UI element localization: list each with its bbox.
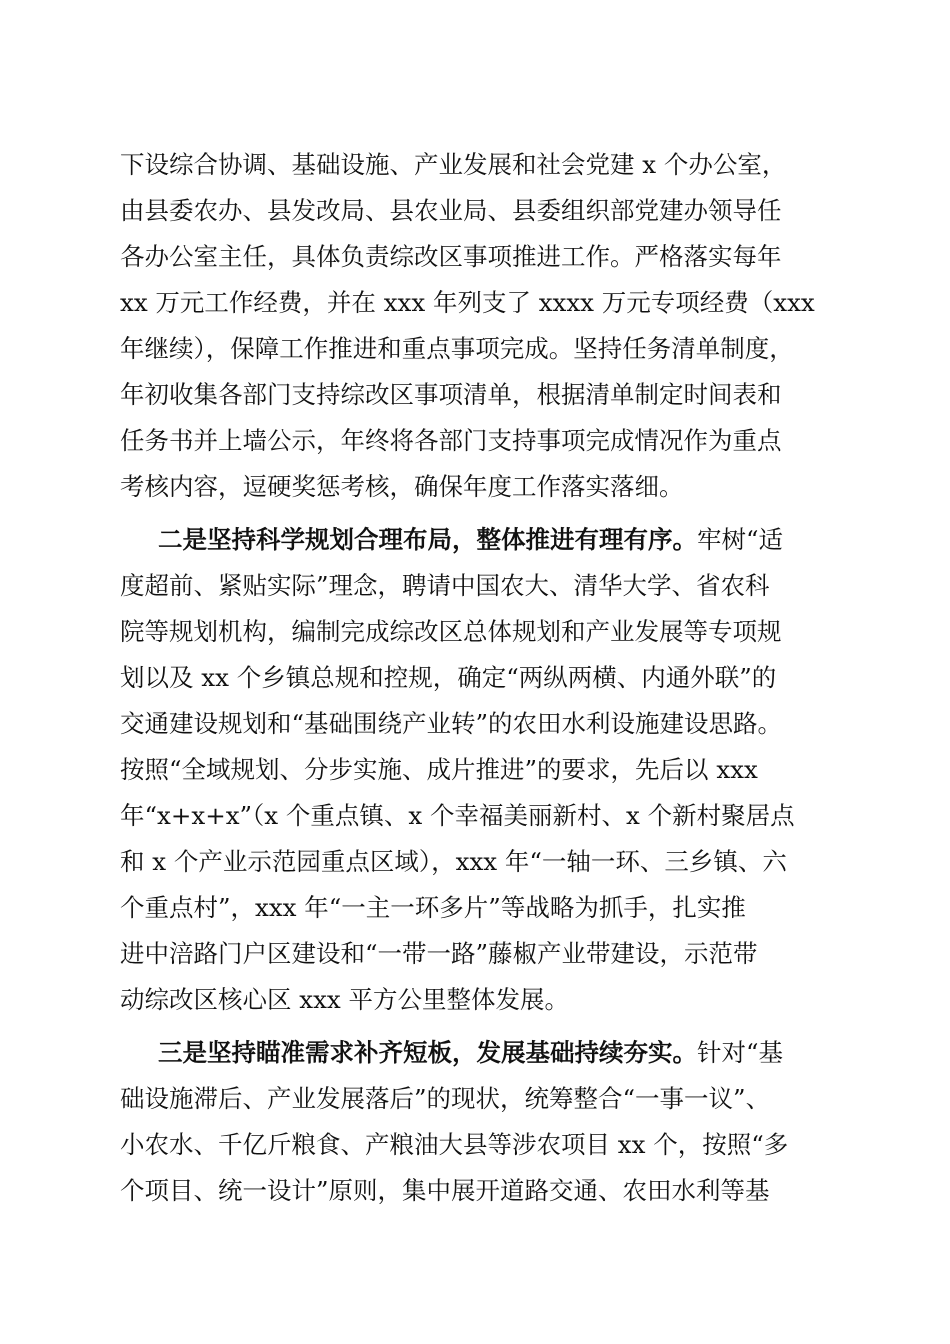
- text-line: 动综改区核心区 xxx 平方公里整体发展。: [120, 985, 570, 1014]
- text-line: 考核内容，逗硬奖惩考核，确保年度工作落实落细。: [120, 472, 684, 501]
- text-line: 度超前、紧贴实际”理念，聘请中国农大、清华大学、省农科: [120, 571, 770, 600]
- document-body: [120, 142, 832, 1214]
- text-line: 年“x+x+x”（x 个重点镇、x 个幸福美丽新村、x 个新村聚居点: [120, 801, 795, 830]
- paragraph-3: [120, 1030, 832, 1214]
- text-line: 年继续），保障工作推进和重点事项完成。坚持任务清单制度，: [120, 334, 794, 363]
- text-line: 础设施滞后、产业发展落后”的现状，统筹整合“一事一议”、: [120, 1084, 771, 1113]
- text-line: 交通建设规划和“基础围绕产业转”的农田水利设施建设思路。: [120, 709, 783, 738]
- paragraph-heading: 三是坚持瞄准需求补齐短板，发展基础持续夯实。: [158, 1038, 697, 1067]
- text-line: 划以及 xx 个乡镇总规和控规，确定“两纵两横、内通外联”的: [120, 663, 777, 692]
- text-line: 按照“全域规划、分步实施、成片推进”的要求，先后以 xxx: [120, 755, 758, 784]
- text-line: 任务书并上墙公示，年终将各部门支持事项完成情况作为重点: [120, 426, 782, 455]
- paragraph-heading: 二是坚持科学规划合理布局，整体推进有理有序。: [158, 525, 697, 554]
- text-line: 各办公室主任，具体负责综改区事项推进工作。严格落实每年: [120, 242, 782, 271]
- paragraph-1: [120, 142, 832, 510]
- text-line: 小农水、千亿斤粮食、产粮油大县等涉农项目 xx 个，按照“多: [120, 1130, 789, 1159]
- text-line: 年初收集各部门支持综改区事项清单，根据清单制定时间表和: [120, 380, 782, 409]
- paragraph-first-line: [120, 1030, 832, 1076]
- text-line: 由县委农办、县发改局、县农业局、县委组织部党建办领导任: [120, 196, 782, 225]
- text-line: 个重点村”，xxx 年“一主一环多片”等战略为抓手，扎实推: [120, 893, 746, 922]
- text-line: 院等规划机构，编制完成综改区总体规划和产业发展等专项规: [120, 617, 782, 646]
- paragraph-first-line: [120, 517, 832, 563]
- text-line: xx 万元工作经费，并在 xxx 年列支了 xxxx 万元专项经费（xxx: [120, 288, 815, 317]
- text-line: 和 x 个产业示范园重点区域），xxx 年“一轴一环、三乡镇、六: [120, 847, 787, 876]
- paragraph-2: [120, 517, 832, 1023]
- text-span: 牢树“适: [697, 525, 784, 554]
- text-line: 个项目、统一设计”原则，集中展开道路交通、农田水利等基: [120, 1176, 770, 1205]
- text-line: 下设综合协调、基础设施、产业发展和社会党建 x 个办公室，: [120, 150, 787, 179]
- text-line: 进中涪路门户区建设和“一带一路”藤椒产业带建设，示范带: [120, 939, 758, 968]
- text-span: 针对“基: [697, 1038, 784, 1067]
